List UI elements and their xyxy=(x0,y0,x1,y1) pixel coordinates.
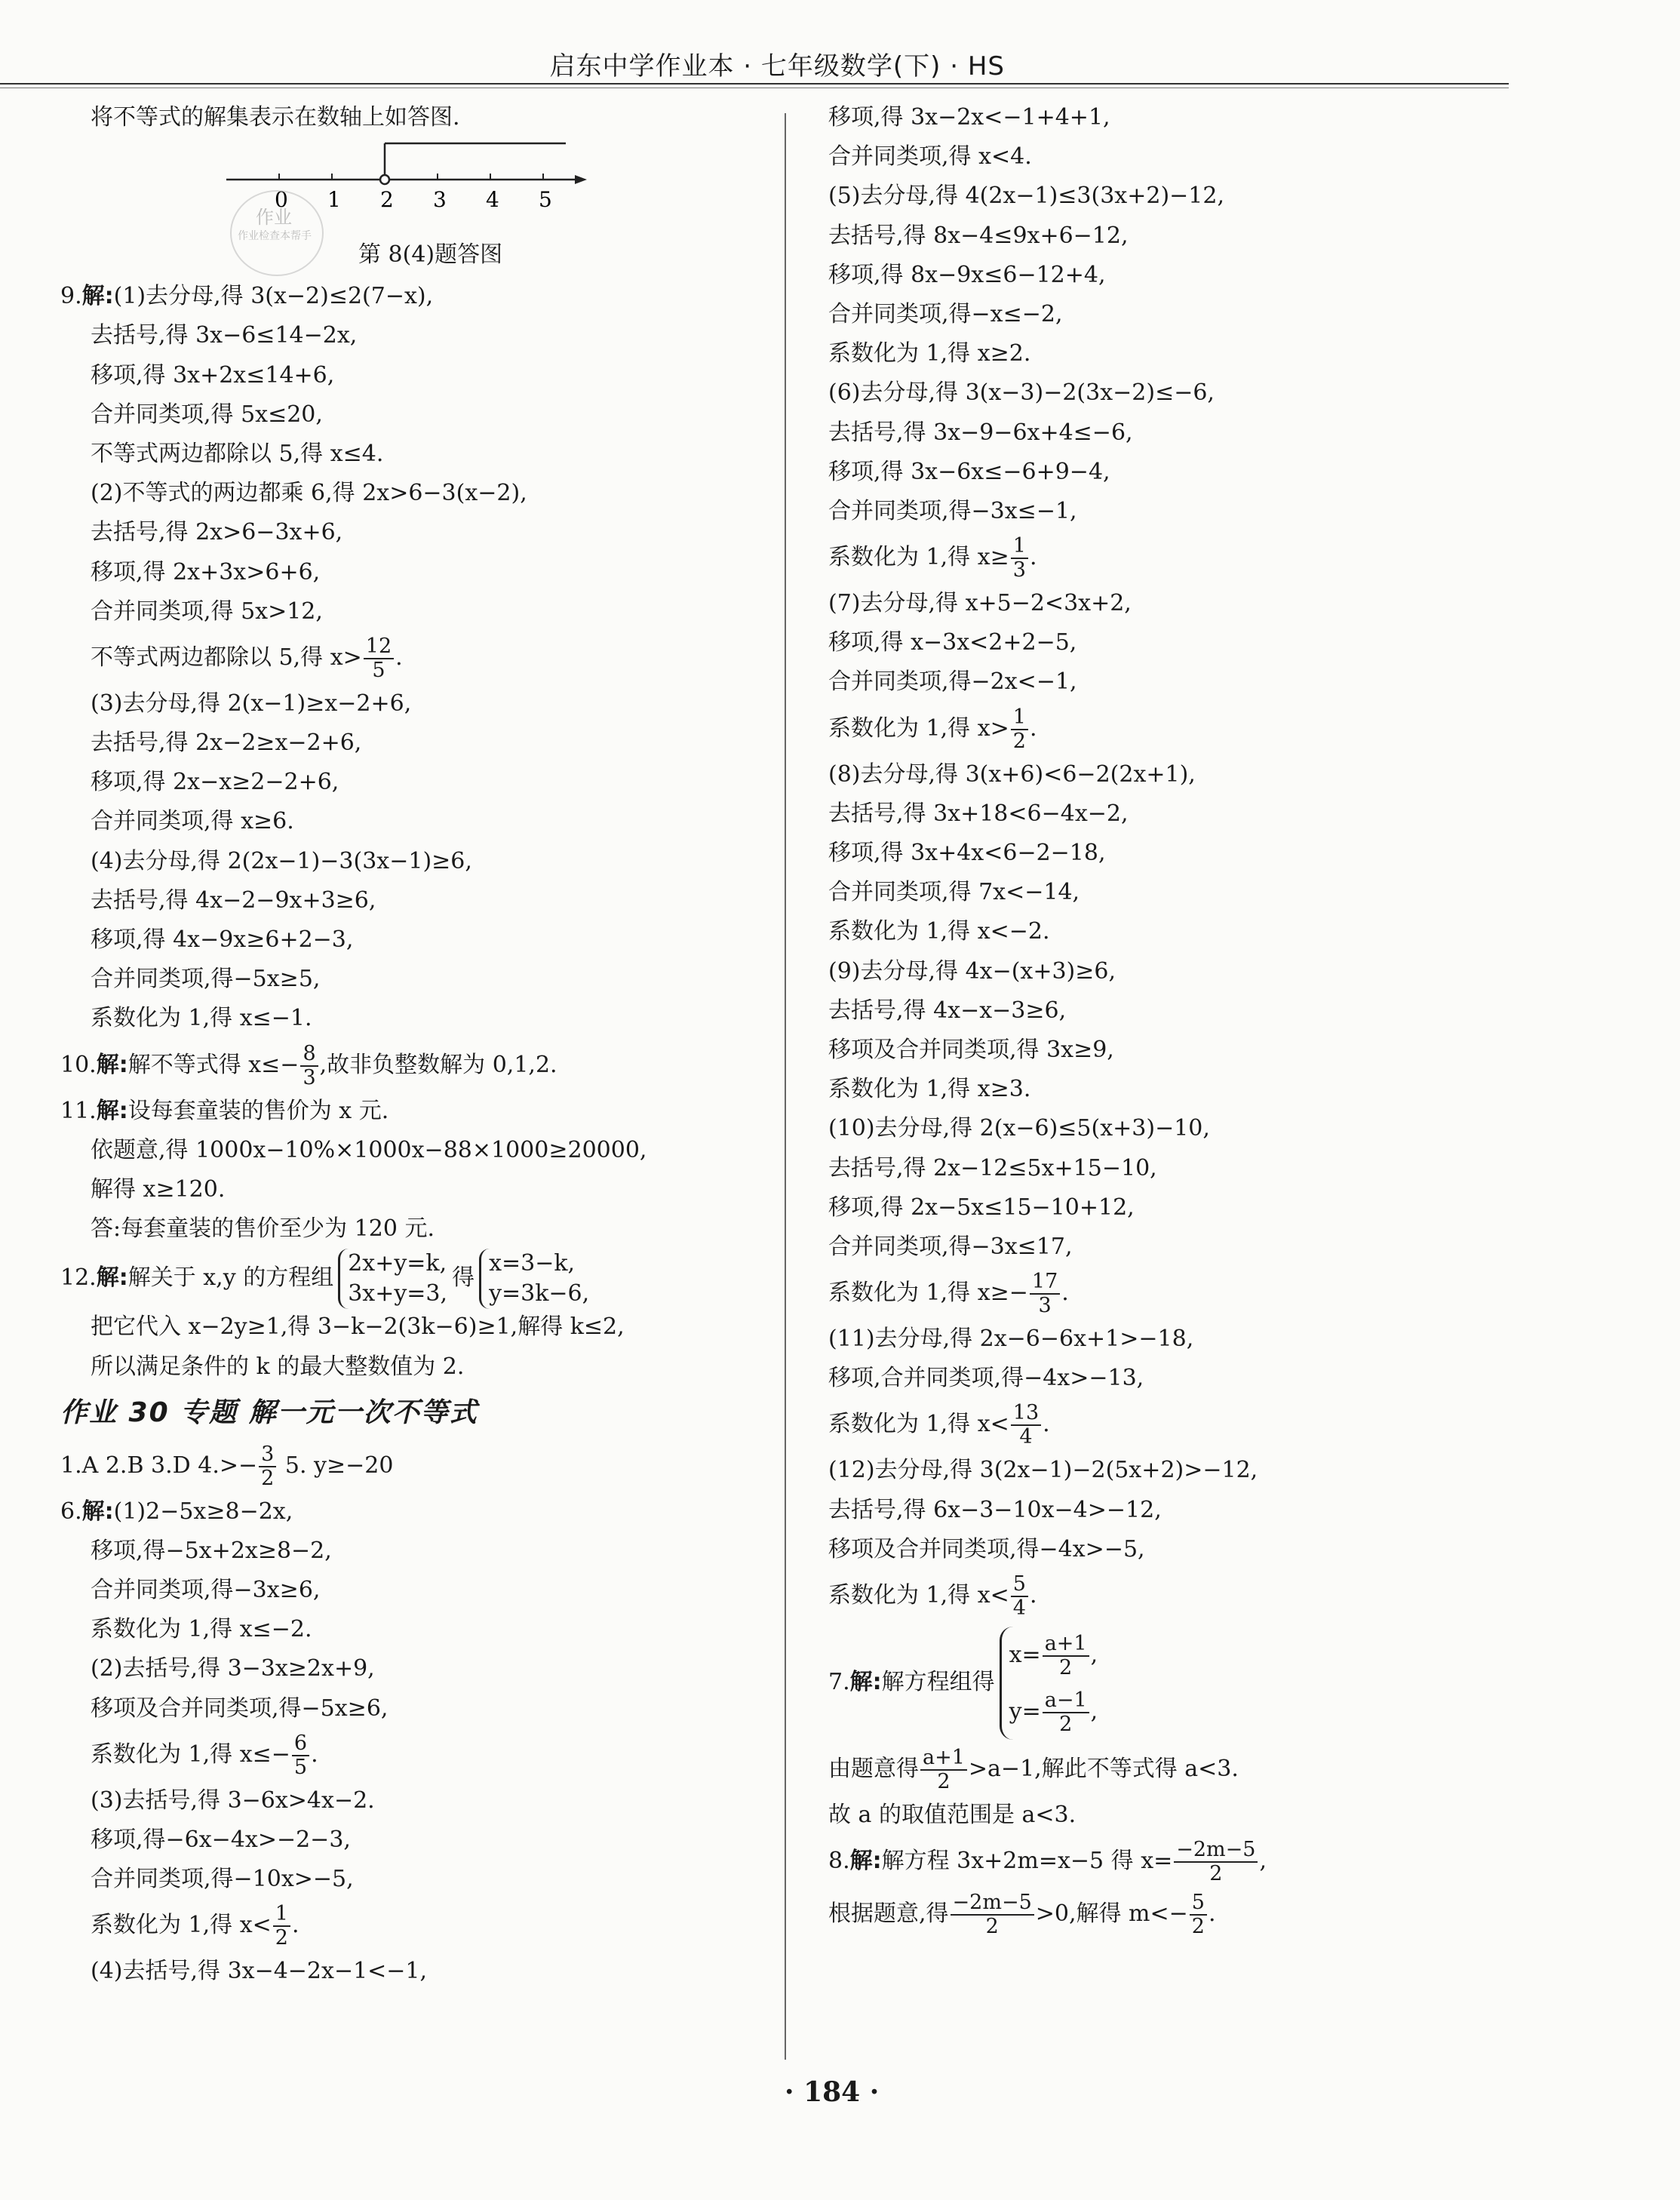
r-line-35: 去括号,得 6x−3−10x−4>−12, xyxy=(828,1496,1162,1523)
r-line-5: 移项,得 8x−9x≤6−12+4, xyxy=(828,261,1106,288)
r-line-27: 去括号,得 2x−12≤5x+15−10, xyxy=(828,1154,1157,1181)
r-line-3: (5)去分母,得 4(2x−1)≤3(3x+2)−12, xyxy=(828,183,1224,210)
r-line-9: 去括号,得 3x−9−6x+4≤−6, xyxy=(828,419,1133,446)
q8-line-2: 根据题意,得 $\frac{-2m-5}{2}$ >0,解得 m<− $\frac{5}{2}$ . xyxy=(828,1891,1216,1939)
q11-line-4: 答:每套童装的售价至少为 120 元. xyxy=(91,1215,435,1243)
q12-line-1: 12.解:解关于 x,y 的方程组 2x+y=k, 3x+y=3, 得 x=3−k, y=3k−6, xyxy=(60,1249,785,1307)
figure-intro: 将不等式的解集表示在数轴上如答图. xyxy=(91,104,460,131)
q9-line-5: 不等式两边都除以 5,得 x≤4. xyxy=(91,440,384,467)
tick-label-3: 3 xyxy=(433,187,447,213)
figure-caption: 第 8(4)题答图 xyxy=(358,241,503,269)
r-line-23: 去括号,得 4x−x−3≥6, xyxy=(828,997,1067,1024)
stamp-text-1: 作业 xyxy=(256,207,292,229)
q9-line-17: 移项,得 4x−9x≥6+2−3, xyxy=(91,926,354,953)
q9-line-2: 去括号,得 3x−6≤14−2x, xyxy=(91,322,358,349)
q9-line-18: 合并同类项,得−5x≥5, xyxy=(91,966,321,993)
r-line-33: 系数化为 1,得 x< $\frac{13}{4}$ . xyxy=(828,1401,1050,1449)
r-line-25: 系数化为 1,得 x≥3. xyxy=(828,1076,1031,1103)
r-line-17: (8)去分母,得 3(x+6)<6−2(2x+1), xyxy=(828,760,1196,788)
q11-line-1: 11.解:设每套童装的售价为 x 元. xyxy=(60,1097,389,1124)
column-divider xyxy=(785,113,786,2060)
r-line-32: 移项,合并同类项,得−4x>−13, xyxy=(828,1365,1144,1392)
r-line-14: 移项,得 x−3x<2+2−5, xyxy=(828,629,1077,656)
q6-line-10: 合并同类项,得−10x>−5, xyxy=(91,1866,354,1893)
r-line-37: 系数化为 1,得 x< $\frac{5}{4}$ . xyxy=(828,1572,1037,1620)
q9-line-16: 去括号,得 4x−2−9x+3≥6, xyxy=(91,886,376,914)
q6-line-3: 合并同类项,得−3x≥6, xyxy=(91,1577,321,1604)
tick-label-4: 4 xyxy=(486,187,499,213)
r-line-6: 合并同类项,得−x≤−2, xyxy=(828,300,1063,327)
r-line-21: 系数化为 1,得 x<−2. xyxy=(828,918,1050,945)
r-line-26: (10)去分母,得 2(x−6)≤5(x+3)−10, xyxy=(828,1115,1210,1142)
r-line-13: (7)去分母,得 x+5−2<3x+2, xyxy=(828,590,1132,617)
q9-line-19: 系数化为 1,得 x≤−1. xyxy=(91,1005,312,1032)
r-line-4: 去括号,得 8x−4≤9x+6−12, xyxy=(828,222,1129,249)
q9-line-14: 合并同类项,得 x≥6. xyxy=(91,808,294,835)
header-rule xyxy=(0,83,1509,84)
q6-line-4: 系数化为 1,得 x≤−2. xyxy=(91,1616,312,1643)
tick-label-0: 0 xyxy=(275,187,288,213)
r-line-20: 合并同类项,得 7x<−14, xyxy=(828,879,1080,906)
section-heading: 作业 30 专题 解一元一次不等式 xyxy=(60,1397,478,1428)
q6-line-12: (4)去括号,得 3x−4−2x−1<−1, xyxy=(91,1958,428,1985)
q11-line-3: 解得 x≥120. xyxy=(91,1175,226,1203)
q6-line-5: (2)去括号,得 3−3x≥2x+9, xyxy=(91,1655,375,1682)
r-line-24: 移项及合并同类项,得 3x≥9, xyxy=(828,1036,1114,1063)
q6-line-7: 系数化为 1,得 x≤− $\frac{6}{5}$ . xyxy=(91,1731,318,1779)
q6-line-6: 移项及合并同类项,得−5x≥6, xyxy=(91,1695,389,1722)
r-line-29: 合并同类项,得−3x≤17, xyxy=(828,1233,1073,1260)
q7-line-2: 由题意得 $\frac{a+1}{2}$ >a−1,解此不等式得 a<3. xyxy=(828,1746,1239,1793)
number-line-figure xyxy=(60,137,785,277)
axis-arrow xyxy=(575,175,587,184)
page-header xyxy=(0,44,1680,83)
r-line-16: 系数化为 1,得 x> $\frac{1}{2}$ . xyxy=(828,705,1037,753)
r-line-36: 移项及合并同类项,得−4x>−5, xyxy=(828,1535,1145,1562)
q7-line-3: 故 a 的取值范围是 a<3. xyxy=(828,1802,1076,1828)
tick-label-1: 1 xyxy=(327,187,341,213)
r-line-2: 合并同类项,得 x<4. xyxy=(828,143,1032,171)
r-line-11: 合并同类项,得−3x≤−1, xyxy=(828,497,1077,524)
r-line-30: 系数化为 1,得 x≥− $\frac{17}{3}$ . xyxy=(828,1270,1069,1318)
r-line-34: (12)去分母,得 3(2x−1)−2(5x+2)>−12, xyxy=(828,1457,1258,1484)
stamp-text-2: 作业检查本帮手 xyxy=(238,230,312,243)
q9-line-4: 合并同类项,得 5x≤20, xyxy=(91,401,323,428)
q10: 10.解:解不等式得 x≤− $\frac{8}{3}$ ,故非负整数解为 0,1,2. xyxy=(60,1041,557,1089)
short-answers: 1.A 2.B 3.D 4.>− $\frac{3}{2}$ 5. y≥−20 xyxy=(60,1442,394,1490)
q9-line-7: 去括号,得 2x>6−3x+6, xyxy=(91,519,343,546)
q6-line-9: 移项,得−6x−4x>−2−3, xyxy=(91,1827,351,1853)
r-line-22: (9)去分母,得 4x−(x+3)≥6, xyxy=(828,957,1116,985)
q11-line-2: 依题意,得 1000x−10%×1000x−88×1000≥20000, xyxy=(91,1136,647,1163)
q9-line-9: 合并同类项,得 5x>12, xyxy=(91,598,323,625)
q9-line-3: 移项,得 3x+2x≤14+6, xyxy=(91,361,335,389)
r-line-18: 去括号,得 3x+18<6−4x−2, xyxy=(828,800,1129,827)
r-line-10: 移项,得 3x−6x≤−6+9−4, xyxy=(828,458,1110,485)
q6-line-11: 系数化为 1,得 x< $\frac{1}{2}$ . xyxy=(91,1902,299,1950)
q12-line-3: 所以满足条件的 k 的最大整数值为 2. xyxy=(91,1353,465,1380)
watermark-stamp xyxy=(230,190,324,276)
r-line-12: 系数化为 1,得 x≥ $\frac{1}{3}$ . xyxy=(828,534,1037,582)
q6-line-2: 移项,得−5x+2x≥8−2, xyxy=(91,1537,332,1564)
left-column xyxy=(60,98,785,1992)
q9-line-13: 移项,得 2x−x≥2−2+6, xyxy=(91,769,339,796)
right-column xyxy=(828,98,1402,1940)
q9-line-11: (3)去分母,得 2(x−1)≥x−2+6, xyxy=(91,690,412,717)
q6-line-1: 6.解:(1)2−5x≥8−2x, xyxy=(60,1498,293,1525)
tick-label-2: 2 xyxy=(380,187,394,213)
open-circle-at-2 xyxy=(380,175,389,184)
r-line-7: 系数化为 1,得 x≥2. xyxy=(828,340,1031,367)
q9-line-6: (2)不等式的两边都乘 6,得 2x>6−3(x−2), xyxy=(91,480,527,507)
q12-system-1: 2x+y=k, 3x+y=3, xyxy=(338,1249,447,1309)
q9-line-15: (4)去分母,得 2(2x−1)−3(3x−1)≥6, xyxy=(91,847,472,874)
q12-line-2: 把它代入 x−2y≥1,得 3−k−2(3k−6)≥1,解得 k≤2, xyxy=(91,1314,625,1341)
q8-line-1: 8.解:解方程 3x+2m=x−5 得 x= $\frac{-2m-5}{2}$ , xyxy=(828,1838,1267,1886)
q12-system-2: x=3−k, y=3k−6, xyxy=(479,1249,589,1309)
r-line-8: (6)去分母,得 3(x−3)−2(3x−2)≤−6, xyxy=(828,379,1215,407)
q7-system: x= $\frac{a+1}{2}$ , y= $\frac{a-1}{2}$ , xyxy=(1000,1627,1098,1740)
q9-line-1: 9.解:(1)去分母,得 3(x−2)≤2(7−x), xyxy=(60,283,434,310)
q9-line-10: 不等式两边都除以 5,得 x> $\frac{12}{5}$ . xyxy=(91,634,403,682)
header-title: 启东中学作业本 · 七年级数学(下) · HS xyxy=(549,51,1005,81)
r-line-15: 合并同类项,得−2x<−1, xyxy=(828,668,1077,696)
r-line-19: 移项,得 3x+4x<6−2−18, xyxy=(828,840,1106,866)
page-number: · 184 · xyxy=(785,2076,880,2108)
q9-line-12: 去括号,得 2x−2≥x−2+6, xyxy=(91,730,362,757)
q6-line-8: (3)去括号,得 3−6x>4x−2. xyxy=(91,1787,375,1814)
q9-line-8: 移项,得 2x+3x>6+6, xyxy=(91,558,321,585)
r-line-31: (11)去分母,得 2x−6−6x+1>−18, xyxy=(828,1326,1194,1353)
q7-line-1: 7.解:解方程组得 x= $\frac{a+1}{2}$ , y= $\frac{a-1}{2}$ , xyxy=(828,1622,1402,1743)
tick-label-5: 5 xyxy=(539,187,552,213)
r-line-1: 移项,得 3x−2x<−1+4+1, xyxy=(828,104,1110,131)
r-line-28: 移项,得 2x−5x≤15−10+12, xyxy=(828,1194,1135,1221)
